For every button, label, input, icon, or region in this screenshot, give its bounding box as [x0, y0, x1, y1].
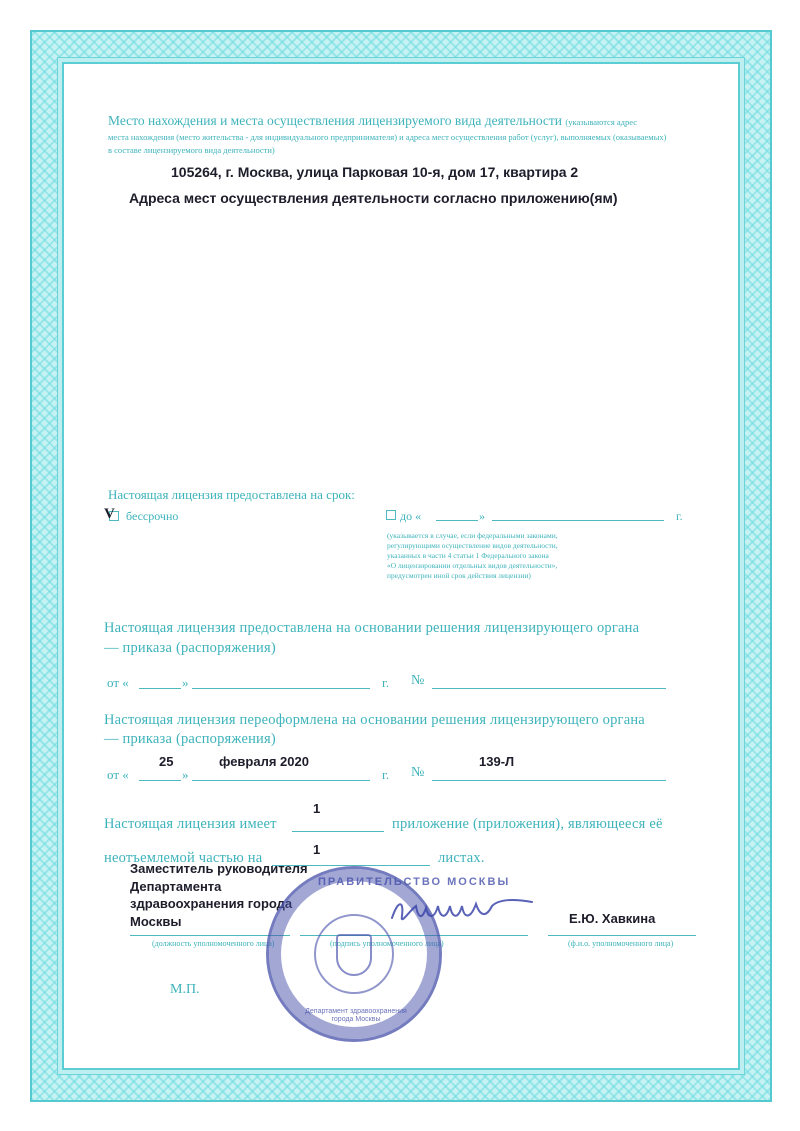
reissue-year-suffix: г. — [382, 767, 390, 782]
caption-signature: (подпись уполномоченного лица) — [330, 939, 444, 948]
unlimited-label: бессрочно — [126, 509, 179, 523]
reissue-day: 25 — [159, 754, 174, 769]
caption-name: (ф.и.о. уполномоченного лица) — [568, 939, 674, 948]
position-line — [130, 935, 290, 936]
term-note — [387, 531, 607, 581]
until-checkbox[interactable] — [386, 510, 396, 520]
decision-from-label: от « — [107, 675, 129, 690]
until-year-suffix: г. — [676, 509, 683, 523]
signatory-position-line: Москвы — [130, 913, 182, 929]
reissue-quote-close: » — [182, 767, 189, 782]
appendix-count-field[interactable] — [292, 831, 384, 832]
location-hint: места нахождения (место жительства - для индивидуального предпринимателя) и адреса мест осуществления работ (услуг), выполняемых (оказываемых) — [108, 132, 667, 142]
name-line — [548, 935, 696, 936]
reissue-from-label: от « — [107, 767, 129, 782]
decision-line-1: Настоящая лицензия предоставлена на основании решения лицензирующего органа — [104, 620, 640, 636]
reissue-line-1: Настоящая лицензия переоформлена на основании решения лицензирующего органа — [104, 712, 645, 728]
term-note-line: (указывается в случае, если федеральными законами, — [387, 531, 558, 540]
appendix-line-1-a: Настоящая лицензия имеет — [104, 816, 277, 832]
reissue-month-year: февраля 2020 — [219, 754, 309, 769]
term-note-line: «О лицензировании отдельных видов деятельности», — [387, 561, 558, 570]
decision-month-field[interactable] — [192, 688, 370, 689]
main-address: 105264, г. Москва, улица Парковая 10-я, дом 17, квартира 2 — [171, 164, 579, 180]
term-label: Настоящая лицензия предоставлена на срок: — [108, 487, 355, 502]
term-note-line: указанных в части 4 статьи 1 Федерального закона — [387, 551, 549, 560]
appendix-line-2-b: листах. — [438, 850, 485, 866]
appendix-sheets: 1 — [313, 842, 321, 857]
term-note-line: регулирующими осуществление видов деятельности, — [387, 541, 558, 550]
decision-number-sign: № — [411, 673, 425, 688]
signatory-name: Е.Ю. Хавкина — [569, 911, 656, 926]
decision-quote-close: » — [182, 675, 189, 690]
address-appendix-note: Адреса мест осуществления деятельности согласно приложению(ям) — [129, 190, 618, 206]
location-hint-2: в составе лицензируемого вида деятельности) — [108, 145, 275, 155]
signatory-position-line: здравоохранения города — [130, 896, 293, 911]
appendix-line-1-b: приложение (приложения), являющееся её — [392, 816, 663, 832]
seal-place-label: М.П. — [170, 982, 200, 997]
reissue-number-sign: № — [411, 765, 425, 780]
appendix-count: 1 — [313, 801, 321, 816]
decision-year-suffix: г. — [382, 675, 390, 690]
reissue-day-field[interactable] — [139, 780, 181, 781]
handwritten-signature — [388, 892, 538, 932]
stamp-inner-text: Департамент здравоохранения города Москвы — [305, 1008, 407, 1023]
decision-number-field[interactable] — [432, 688, 666, 689]
caption-position: (должность уполномоченного лица) — [152, 939, 275, 948]
stamp-outer-text: ПРАВИТЕЛЬСТВО МОСКВЫ — [318, 876, 511, 888]
reissue-month-field[interactable] — [192, 780, 370, 781]
reissue-line-2: — приказа (распоряжения) — [104, 731, 276, 747]
signatory-position-line: Заместитель руководителя — [130, 861, 308, 876]
until-month-field[interactable] — [492, 520, 664, 521]
checkbox-mark: V — [104, 506, 115, 522]
decision-line-2: — приказа (распоряжения) — [104, 640, 276, 656]
reissue-number-field[interactable] — [432, 780, 666, 781]
reissue-number: 139-Л — [479, 754, 515, 769]
term-note-line: предусмотрен иной срок действия лицензии) — [387, 571, 531, 580]
until-quote-close: » — [479, 509, 485, 523]
until-label: до « — [400, 509, 422, 523]
location-title: Место нахождения и места осуществления лицензируемого вида деятельности (указываются адрес — [108, 113, 637, 128]
appendix-line-2-a: неотъемлемой частью на — [104, 850, 263, 866]
until-day-field[interactable] — [436, 520, 478, 521]
decision-day-field[interactable] — [139, 688, 181, 689]
signatory-position-line: Департамента — [130, 878, 222, 894]
moscow-coat-of-arms-icon — [336, 934, 372, 976]
